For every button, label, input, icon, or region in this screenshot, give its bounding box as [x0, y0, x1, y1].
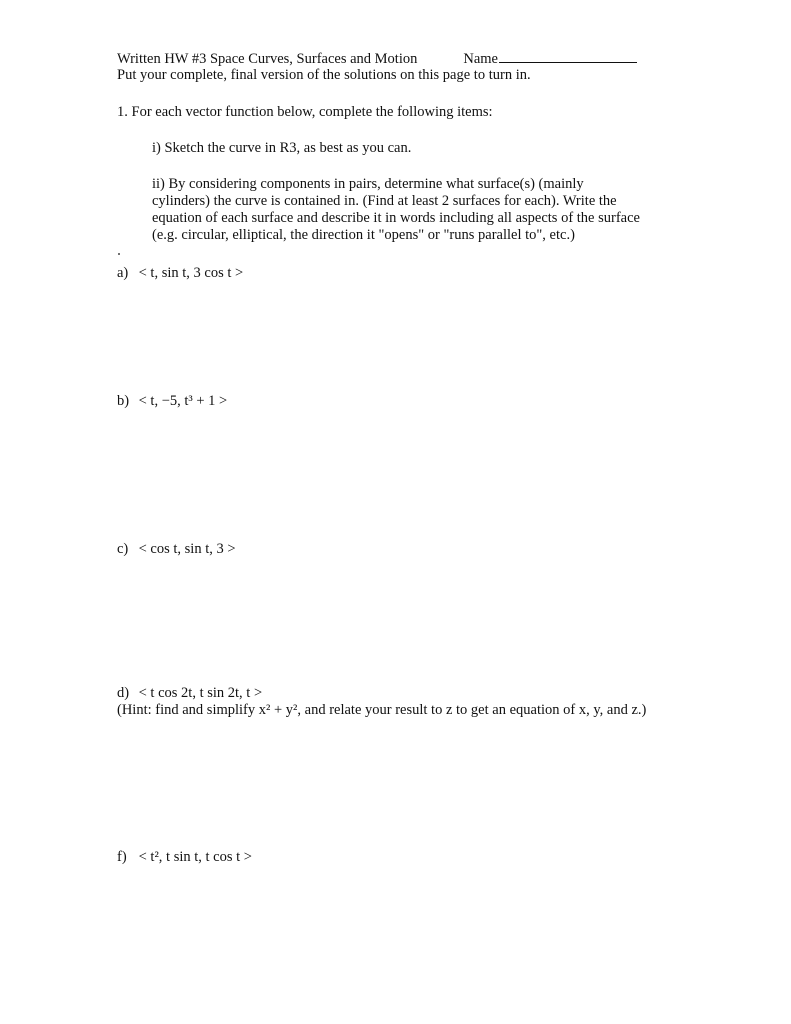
item-ii-line-1: ii) By considering components in pairs, determine what surface(s) (mainly [152, 176, 584, 192]
item-ii-line-4: (e.g. circular, elliptical, the direction it "opens" or "runs parallel to", etc.) [152, 227, 575, 243]
part-b [117, 392, 227, 410]
part-c-label: c) [117, 541, 129, 557]
part-d-hint: (Hint: find and simplify x² + y², and relate your result to z to get an equation of x, y, and z.) [117, 702, 647, 718]
part-f [117, 848, 252, 866]
part-d-label: d) [117, 685, 130, 701]
part-c [117, 540, 236, 558]
stray-dot [118, 253, 120, 255]
part-a-expression: < t, sin t, 3 cos t > [138, 265, 244, 281]
name-label: Name [463, 51, 498, 67]
part-b-label: b) [117, 393, 130, 409]
part-a-label: a) [117, 265, 129, 281]
part-d [117, 684, 262, 702]
part-f-label: f) [117, 849, 127, 865]
item-ii-line-2: cylinders) the curve is contained in. (Find at least 2 surfaces for each). Write the [152, 193, 617, 209]
problem-intro: 1. For each vector function below, complete the following items: [117, 104, 493, 120]
instructions: Put your complete, final version of the solutions on this page to turn in. [117, 67, 531, 83]
assignment-title: Written HW #3 Space Curves, Surfaces and Motion [117, 51, 418, 67]
part-c-expression: < cos t, sin t, 3 > [138, 541, 236, 557]
header-title-row [117, 48, 637, 68]
item-i: i) Sketch the curve in R3, as best as you can. [152, 140, 412, 156]
part-a [117, 264, 243, 282]
name-field[interactable] [499, 48, 637, 63]
part-f-expression: < t², t sin t, t cos t > [138, 849, 252, 865]
part-d-expression: < t cos 2t, t sin 2t, t > [138, 685, 263, 701]
part-b-expression: < t, −5, t³ + 1 > [138, 393, 228, 409]
item-ii-line-3: equation of each surface and describe it in words including all aspects of the surface [152, 210, 640, 226]
